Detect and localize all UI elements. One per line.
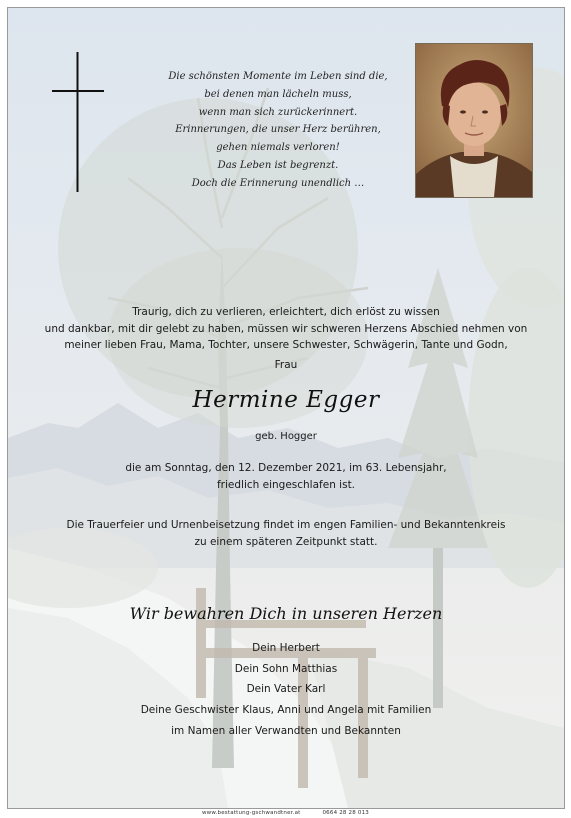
funeral-line: zu einem späteren Zeitpunkt statt. — [194, 535, 378, 548]
footer-website: www.bestattung-gschwandtner.at — [201, 810, 301, 816]
intro-line: und dankbar, mit dir gelebt zu haben, müssen wir schweren Herzens Abschied nehmen von — [44, 322, 528, 335]
verse-line: wenn man sich zurückerinnert. — [198, 106, 358, 118]
memorial-verse — [148, 68, 408, 193]
verse-line: Das Leben ist begrenzt. — [217, 159, 339, 171]
funeral-notice — [8, 517, 564, 550]
verse-line: gehen niemals verloren! — [216, 142, 340, 154]
cross-icon — [52, 52, 104, 192]
verse-line: Die schönsten Momente im Leben sind die, — [168, 71, 388, 82]
deceased-name: Hermine Egger — [192, 387, 380, 413]
family-line: im Namen aller Verwandten und Bekannten — [171, 724, 401, 737]
portrait-photo — [415, 43, 533, 198]
footer-phone: 0664 28 28 013 — [322, 810, 370, 816]
family-line: Dein Herbert — [252, 642, 320, 654]
salutation: Frau — [274, 359, 298, 371]
family-line: Deine Geschwister Klaus, Anni und Angela mit Familien — [140, 704, 432, 717]
footer — [0, 810, 571, 816]
family-list — [8, 638, 564, 742]
obituary-card — [7, 7, 565, 809]
family-line: Dein Sohn Matthias — [234, 662, 338, 675]
funeral-line: Die Trauerfeier und Urnenbeisetzung findet im engen Familien- und Bekanntenkreis — [66, 519, 506, 531]
intro-text — [8, 304, 564, 354]
closing-phrase: Wir bewahren Dich in unseren Herzen — [129, 604, 443, 623]
intro-line: Traurig, dich zu verlieren, erleichtert, dich erlöst zu wissen — [132, 306, 440, 318]
intro-line: meiner lieben Frau, Mama, Tochter, unsere Schwester, Schwägerin, Tante und Godn, — [64, 339, 508, 351]
verse-line: bei denen man lächeln muss, — [204, 88, 352, 100]
death-line: die am Sonntag, den 12. Dezember 2021, im 63. Lebensjahr, — [125, 462, 447, 474]
maiden-name: geb. Hogger — [255, 431, 317, 442]
death-line: friedlich eingeschlafen ist. — [216, 478, 356, 491]
death-notice — [8, 460, 564, 493]
family-line: Dein Vater Karl — [246, 683, 326, 696]
verse-line: Doch die Erinnerung unendlich … — [191, 177, 365, 189]
verse-line: Erinnerungen, die unser Herz berühren, — [175, 124, 381, 136]
